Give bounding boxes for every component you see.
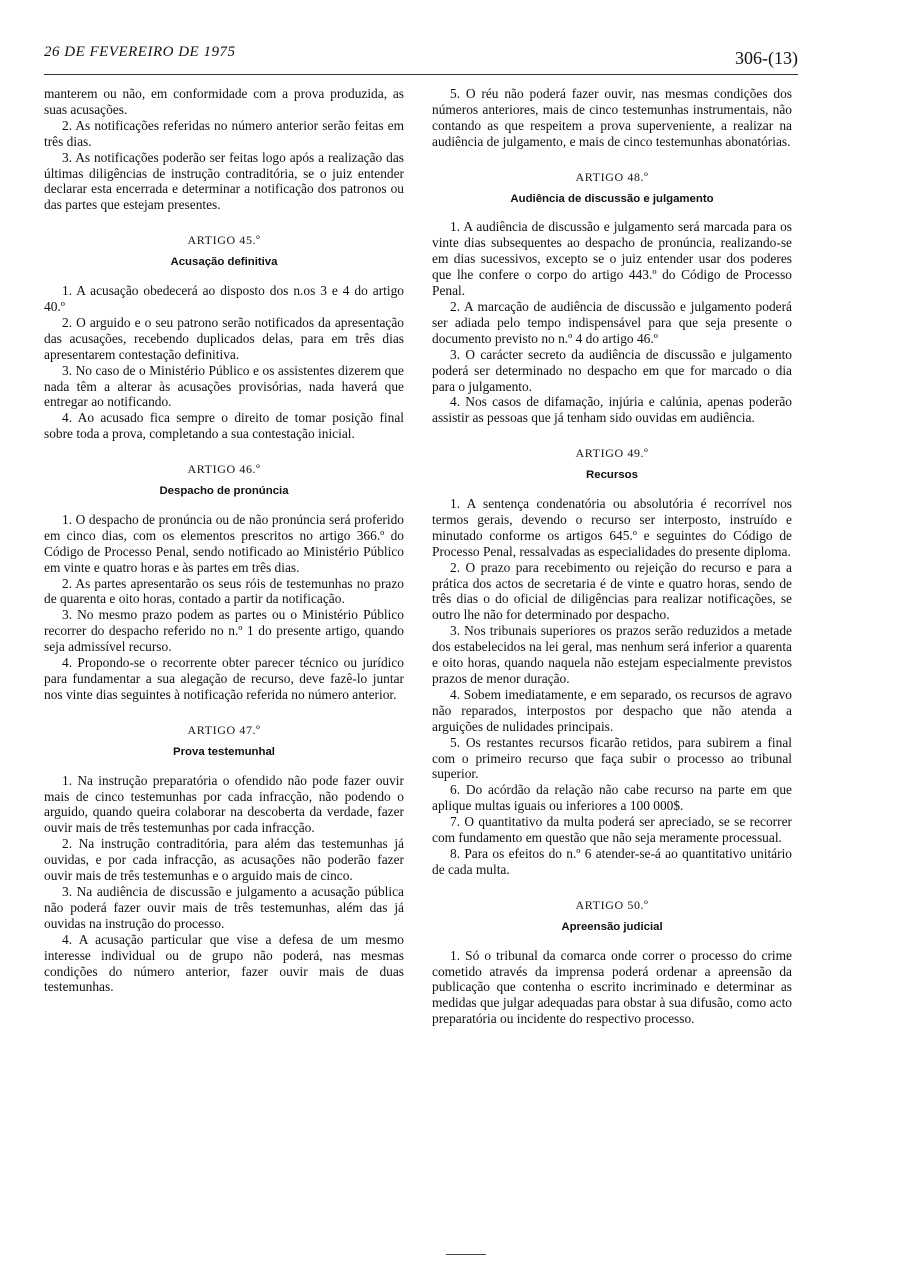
article-heading: ARTIGO 45.º <box>187 233 261 248</box>
paragraph: 1. A acusação obedecerá ao disposto dos n.os 3 e 4 do artigo 40.º <box>44 283 404 314</box>
paragraph: 3. O carácter secreto da audiência de discussão e julgamento poderá ser determinado no despacho em que for marcado o dia para o julgamento. <box>432 346 792 394</box>
paragraph: 4. A acusação particular que vise a defesa de um mesmo interesse individual ou de grupo não poderá, nas mesmas condições do número anterior, fazer ouvir mais de duas testemunhas. <box>44 931 404 995</box>
paragraph: 5. O réu não poderá fazer ouvir, nas mesmas condições dos números anteriores, mais de cinco testemunhas instrumentais, não contando as que respeitem a prova superveniente, a realizar na audiência de julgamento, e mais de cinco testemunhas abonatórias. <box>432 86 792 149</box>
article-heading: ARTIGO 49.º <box>575 446 649 461</box>
paragraph: 1. O despacho de pronúncia ou de não pronúncia será proferido em cinco dias, com os elementos prescritos no artigo 366.º do Código de Processo Penal, sendo notificado ao Ministério Público em vinte e quatro horas e às partes em três dias. <box>44 511 404 575</box>
paragraph: 5. Os restantes recursos ficarão retidos, para subirem a final com o primeiro recurso que faça subir o processo ao tribunal superior. <box>432 734 792 782</box>
paragraph: 4. Propondo-se o recorrente obter parecer técnico ou jurídico para fundamentar a sua alegação de recurso, deve fazê-lo juntar nos vinte dias seguintes à notificação referida no número anterior. <box>44 655 404 702</box>
paragraph: 2. O arguido e o seu patrono serão notificados da apresentação das acusações, recebendo duplicados delas, para em três dias apresentarem contestação definitiva. <box>44 314 404 362</box>
paragraph: 1. Só o tribunal da comarca onde correr o processo do crime cometido através da imprensa poderá ordenar a apreensão da publicação que contenha o escrito incriminado e determinar as medidas que julgar adequadas para obstar à sua difusão, como acto preparatória ou incidente do respectivo processo. <box>432 947 792 1027</box>
paragraph: 7. O quantitativo da multa poderá ser apreciado, se se recorrer com fundamento em questão que não seja meramente processual. <box>432 814 792 846</box>
paragraph: 2. As notificações referidas no número anterior serão feitas em três dias. <box>44 117 404 149</box>
paragraph: 6. Do acórdão da relação não cabe recurso na parte em que aplique multas iguais ou inferiores a 100 000$. <box>432 782 792 814</box>
paragraph: 2. As partes apresentarão os seus róis de testemunhas no prazo de quarenta e oito horas, contado a partir da notificação. <box>44 575 404 607</box>
paragraph: 1. Na instrução preparatória o ofendido não pode fazer ouvir mais de cinco testemunhas por cada infracção, não podendo o arguido, quando queira colaborar na descoberta da verdade, fazer ouvir mais de três testemunhas por cada infracção. <box>44 772 404 836</box>
article-heading: ARTIGO 46.º <box>187 462 261 477</box>
paragraph: 3. No mesmo prazo podem as partes ou o Ministério Público recorrer do despacho referido no n.º 1 do presente artigo, quando seja admissível recurso. <box>44 607 404 655</box>
paragraph: 3. Nos tribunais superiores os prazos serão reduzidos a metade dos estabelecidos na lei geral, mas nenhum será inferior a quarenta e oito horas, quando naquela não estejam especialmente previstos prazos de menor duração. <box>432 623 792 686</box>
paragraph: 2. A marcação de audiência de discussão e julgamento poderá ser adiada pelo tempo indispensável para que seja presente o documento previsto no n.º 4 do artigo 46.º <box>432 298 792 346</box>
paragraph: 1. A sentença condenatória ou absolutória é recorrível nos termos gerais, devendo o recurso ser interposto, instruído e minutado conforme os artigos 645.º e seguintes do Código de Processo Penal, ressalvadas as especialidades do presente diploma. <box>432 496 792 559</box>
article-subtitle: Despacho de pronúncia <box>159 485 289 498</box>
header-rule <box>44 74 798 75</box>
article-heading: ARTIGO 47.º <box>187 722 261 737</box>
paragraph: 4. Nos casos de difamação, injúria e calúnia, apenas poderão assistir as pessoas que já tenham sido ouvidas em audiência. <box>432 394 792 426</box>
page-number: 306-(13) <box>735 48 798 68</box>
paragraph: manterem ou não, em conformidade com a prova produzida, as suas acusações. <box>44 86 404 117</box>
paragraph: 8. Para os efeitos do n.º 6 atender-se-á ao quantitativo unitário de cada multa. <box>432 845 792 877</box>
right-column <box>432 86 792 1027</box>
page-date: 26 DE FEVEREIRO DE 1975 <box>44 44 236 60</box>
left-column <box>44 86 404 995</box>
article-subtitle: Audiência de discussão e julgamento <box>510 192 714 205</box>
article-subtitle: Apreensão judicial <box>561 920 663 933</box>
paragraph: 2. O prazo para recebimento ou rejeição do recurso e para a prática dos actos de secretaria é de vinte e quatro horas, sendo de três dias o do oficial de diligências para realizar notificações, se outro lhe não for determinado por despacho. <box>432 559 792 623</box>
article-subtitle: Prova testemunhal <box>173 745 275 758</box>
paragraph: 3. No caso de o Ministério Público e os assistentes dizerem que nada têm a alterar às acusações provisórias, nada haverá que entregar ao notificando. <box>44 362 404 410</box>
article-heading: ARTIGO 48.º <box>575 169 649 184</box>
article-subtitle: Recursos <box>586 469 638 482</box>
article-heading: ARTIGO 50.º <box>575 897 649 912</box>
paragraph: 3. Na audiência de discussão e julgamento a acusação pública não poderá fazer ouvir mais de três testemunhas, além das já ouvidas na instrução do processo. <box>44 883 404 931</box>
paragraph: 4. Ao acusado fica sempre o direito de tomar posição final sobre toda a prova, completando a sua contestação inicial. <box>44 410 404 442</box>
paragraph: 3. As notificações poderão ser feitas logo após a realização das últimas diligências de instrução contraditória, se o juiz entender declarar esta encerrada e determinar a notificação dos patronos ou das partes que estejam presentes. <box>44 149 404 213</box>
footer-rule <box>446 1254 486 1255</box>
paragraph: 4. Sobem imediatamente, e em separado, os recursos de agravo não reparados, interpostos por despacho que não atenda a arguições de nulidades principais. <box>432 686 792 734</box>
paragraph: 1. A audiência de discussão e julgamento será marcada para os vinte dias subsequentes ao despacho de pronúncia, realizando-se em dias sucessivos, excepto se o juiz entender usar dos poderes que lhe confere o corpo do artigo 443.º do Código de Processo Penal. <box>432 219 792 299</box>
article-subtitle: Acusação definitiva <box>170 256 278 269</box>
paragraph: 2. Na instrução contraditória, para além das testemunhas já ouvidas, e por cada infracção, as acusações não poderão fazer ouvir mais de três testemunhas e o arguido mais de cinco. <box>44 836 404 884</box>
